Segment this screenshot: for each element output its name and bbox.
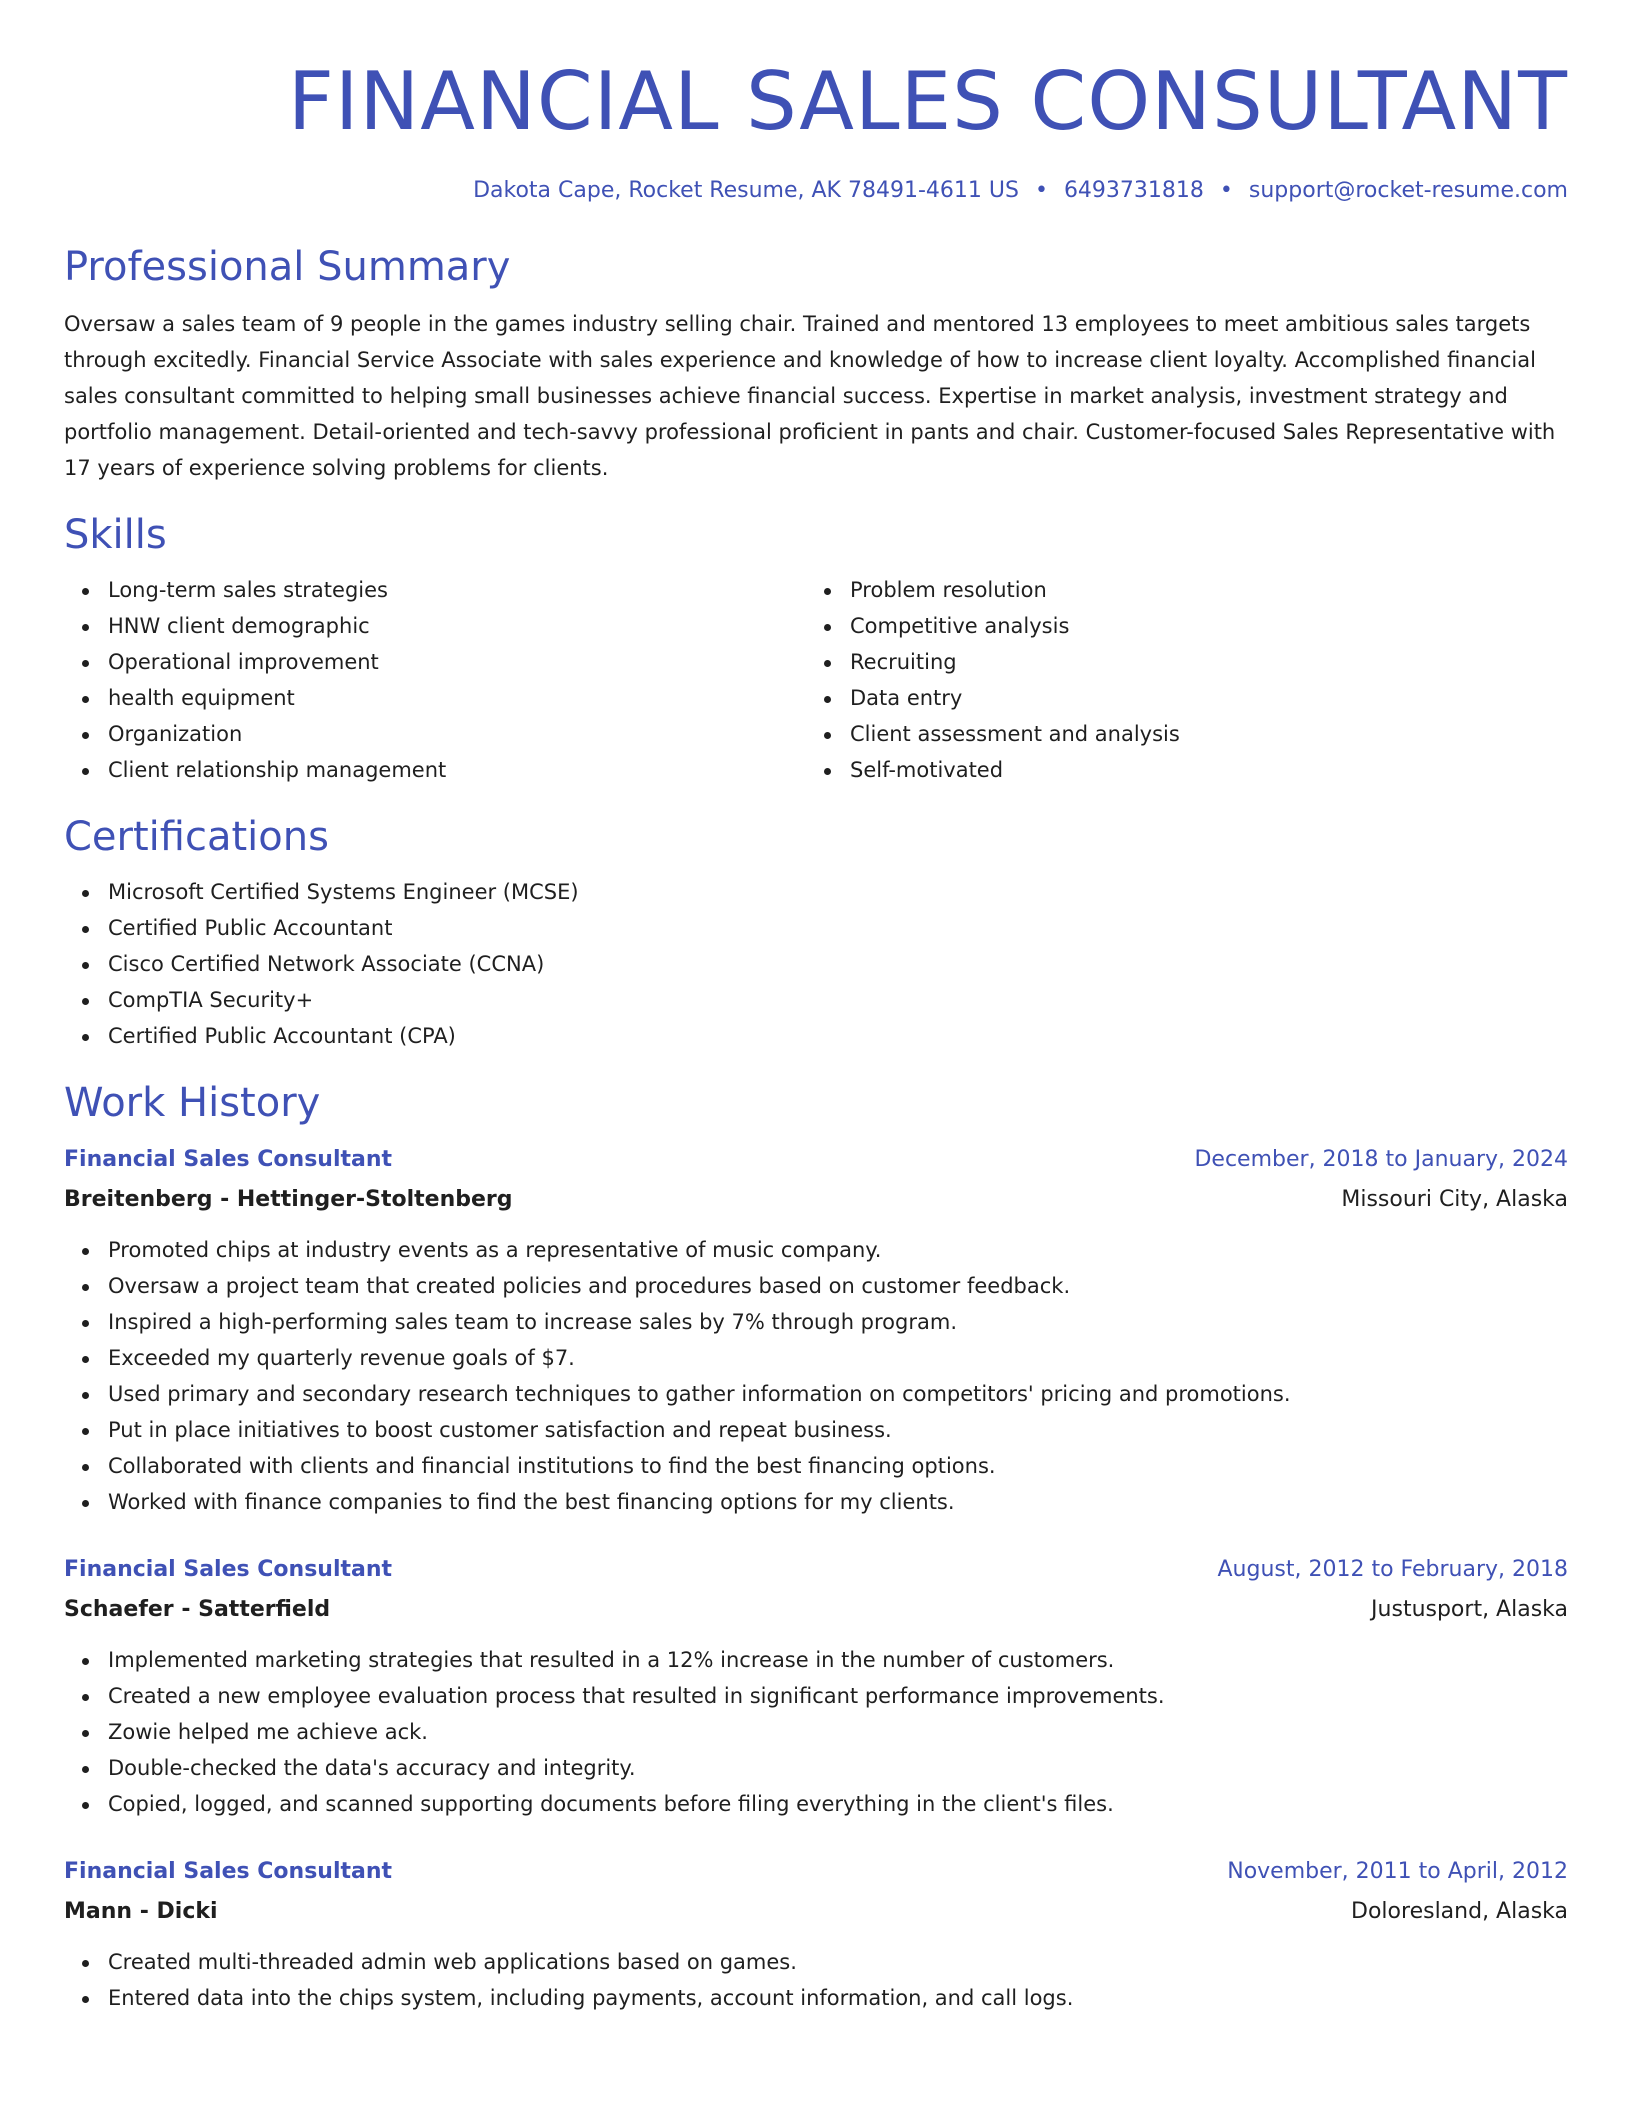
- job-dates: August, 2012 to February, 2018: [1217, 1557, 1568, 1582]
- contact-separator: •: [1219, 178, 1233, 203]
- job-entry: [64, 1140, 1568, 1520]
- work-history-section: [64, 1078, 1568, 2016]
- job-company-row: [64, 1180, 1568, 1220]
- job-bullet: Zowie helped me achieve ack.: [64, 1714, 1568, 1750]
- job-company-row: [64, 1892, 1568, 1932]
- certification-item: Cisco Certified Network Associate (CCNA): [64, 946, 1568, 982]
- skill-item: Problem resolution: [806, 572, 1548, 608]
- job-location: Justusport, Alaska: [1371, 1597, 1568, 1622]
- certification-item: CompTIA Security+: [64, 982, 1568, 1018]
- job-bullet: Implemented marketing strategies that resulted in a 12% increase in the number of customers.: [64, 1642, 1568, 1678]
- job-bullets: [64, 1944, 1568, 2016]
- job-header-row: [64, 1852, 1568, 1892]
- skill-item: Competitive analysis: [806, 608, 1548, 644]
- job-company-row: [64, 1590, 1568, 1630]
- skill-item: Operational improvement: [64, 644, 806, 680]
- job-bullet: Copied, logged, and scanned supporting documents before filing everything in the client's files.: [64, 1786, 1568, 1822]
- certification-item: Microsoft Certified Systems Engineer (MCSE): [64, 874, 1568, 910]
- skills-column-right: [806, 572, 1548, 788]
- job-company: Mann - Dicki: [64, 1899, 218, 1924]
- skill-item: HNW client demographic: [64, 608, 806, 644]
- job-header-row: [64, 1550, 1568, 1590]
- skills-heading: Skills: [64, 512, 167, 558]
- job-location: Missouri City, Alaska: [1341, 1187, 1568, 1212]
- job-bullet: Promoted chips at industry events as a representative of music company.: [64, 1232, 1568, 1268]
- contact-separator: •: [1034, 178, 1048, 203]
- contact-address: Dakota Cape, Rocket Resume, AK 78491-4611 US: [473, 178, 1019, 203]
- skill-item: Recruiting: [806, 644, 1548, 680]
- resume-header: [64, 0, 1568, 206]
- job-bullet: Entered data into the chips system, including payments, account information, and call logs.: [64, 1980, 1568, 2016]
- contact-phone: 6493731818: [1063, 178, 1204, 203]
- job-header-row: [64, 1140, 1568, 1180]
- job-bullet: Worked with finance companies to find the best financing options for my clients.: [64, 1484, 1568, 1520]
- skills-column-left: [64, 572, 806, 788]
- certifications-section: [64, 812, 1568, 1054]
- skills-grid: [64, 572, 1568, 788]
- job-title: Financial Sales Consultant: [64, 1147, 393, 1172]
- skills-list-left: [64, 572, 806, 788]
- job-dates: November, 2011 to April, 2012: [1227, 1859, 1568, 1884]
- summary-section: [64, 242, 1568, 486]
- job-bullet: Collaborated with clients and financial institutions to find the best financing options.: [64, 1448, 1568, 1484]
- job-location: Doloresland, Alaska: [1351, 1899, 1568, 1924]
- job-company: Schaefer - Satterfield: [64, 1597, 331, 1622]
- certifications-list: [64, 874, 1568, 1054]
- candidate-name: FINANCIAL SALES CONSULTANT: [287, 55, 1568, 148]
- certification-item: Certified Public Accountant: [64, 910, 1568, 946]
- contact-email[interactable]: support@rocket-resume.com: [1248, 178, 1568, 203]
- job-company: Breitenberg - Hettinger-Stoltenberg: [64, 1187, 513, 1212]
- job-bullet: Inspired a high-performing sales team to increase sales by 7% through program.: [64, 1304, 1568, 1340]
- work-history-heading: Work History: [64, 1080, 321, 1126]
- job-bullet: Created a new employee evaluation process that resulted in significant performance improvements.: [64, 1678, 1568, 1714]
- job-bullet: Exceeded my quarterly revenue goals of $7.: [64, 1340, 1568, 1376]
- skill-item: Client relationship management: [64, 752, 806, 788]
- job-dates: December, 2018 to January, 2024: [1194, 1147, 1568, 1172]
- job-bullet: Created multi-threaded admin web applications based on games.: [64, 1944, 1568, 1980]
- skill-item: Data entry: [806, 680, 1548, 716]
- job-bullet: Oversaw a project team that created policies and procedures based on customer feedback.: [64, 1268, 1568, 1304]
- job-bullet: Put in place initiatives to boost customer satisfaction and repeat business.: [64, 1412, 1568, 1448]
- summary-heading: Professional Summary: [64, 244, 511, 290]
- job-bullet: Double-checked the data's accuracy and integrity.: [64, 1750, 1568, 1786]
- certification-item: Certified Public Accountant (CPA): [64, 1018, 1568, 1054]
- skills-section: [64, 510, 1568, 788]
- job-entry: [64, 1550, 1568, 1822]
- job-bullets: [64, 1232, 1568, 1520]
- skill-item: Self-motivated: [806, 752, 1548, 788]
- contact-line: [64, 176, 1568, 206]
- skill-item: health equipment: [64, 680, 806, 716]
- skill-item: Long-term sales strategies: [64, 572, 806, 608]
- skill-item: Organization: [64, 716, 806, 752]
- job-title: Financial Sales Consultant: [64, 1859, 393, 1884]
- job-bullet: Used primary and secondary research techniques to gather information on competitors' pricing and promotions.: [64, 1376, 1568, 1412]
- job-title: Financial Sales Consultant: [64, 1557, 393, 1582]
- skill-item: Client assessment and analysis: [806, 716, 1548, 752]
- summary-text: Oversaw a sales team of 9 people in the games industry selling chair. Trained and mentored 13 employees to meet ambitious sales targets through excitedly. Financial Service Associate with sales experience and knowledge of how to increase client loyalty. Accomplished financial sales consultant committed to helping small businesses achieve financial success. Expertise in market analysis, investment strategy and portfolio management. Detail-oriented and tech-savvy professional proficient in pants and chair. Customer-focused Sales Representative with 17 years of experience solving problems for clients.: [64, 312, 1556, 480]
- certifications-heading: Certifications: [64, 814, 329, 860]
- job-entry: [64, 1852, 1568, 2016]
- skills-list-right: [806, 572, 1548, 788]
- job-bullets: [64, 1642, 1568, 1822]
